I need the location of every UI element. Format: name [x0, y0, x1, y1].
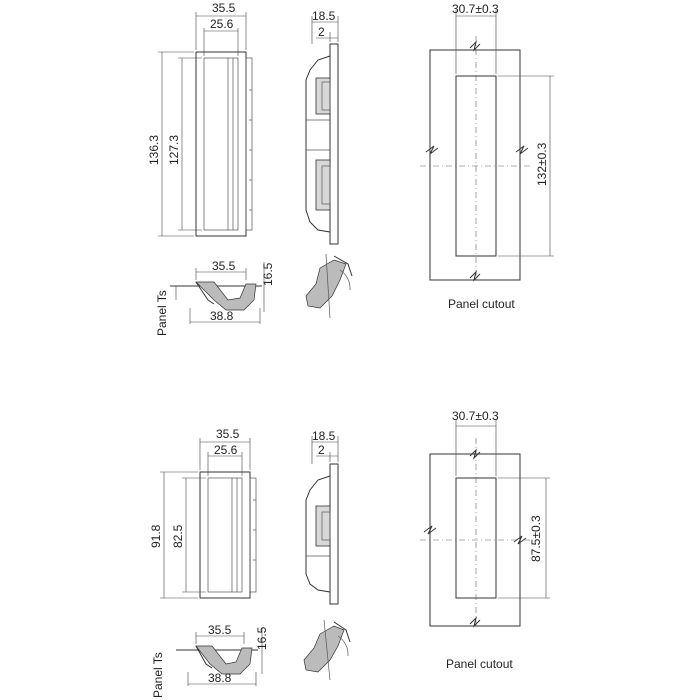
bottom-section-width-top: 35.5: [208, 623, 232, 637]
top-front-height-inner: 127.3: [167, 134, 181, 165]
bottom-front-height-outer: 91.8: [149, 524, 163, 548]
bottom-front-width-outer: 35.5: [216, 427, 240, 441]
top-front-width-outer: 35.5: [212, 1, 236, 15]
top-assembly: [147, 1, 554, 336]
top-side-view: [306, 16, 338, 244]
bottom-side-flange: 2: [318, 443, 325, 457]
bottom-front-width-inner: 25.6: [214, 443, 238, 457]
bottom-cutout-width: 30.7±0.3: [452, 409, 499, 423]
top-section-width-top: 35.5: [212, 259, 236, 273]
top-front-height-outer: 136.3: [147, 134, 161, 165]
top-latch-detail: [306, 254, 352, 318]
top-section-height: 16.5: [261, 262, 275, 286]
bottom-section-height: 16.5: [255, 626, 269, 650]
bottom-latch-detail: [304, 620, 350, 680]
top-panel-label: Panel Ts: [155, 290, 169, 336]
top-section-width-bottom: 38.8: [210, 309, 234, 323]
top-front-view: [158, 12, 252, 236]
bottom-panel-label: Panel Ts: [151, 652, 165, 698]
top-front-width-inner: 25.6: [210, 17, 234, 31]
top-side-flange: 2: [318, 25, 325, 39]
top-cutout-caption: Panel cutout: [448, 297, 515, 311]
bottom-assembly: [149, 409, 550, 698]
top-panel-cutout: [420, 10, 554, 282]
top-side-depth: 18.5: [312, 9, 336, 23]
top-cutout-width: 30.7±0.3: [452, 2, 499, 16]
bottom-section-width-bottom: 38.8: [208, 671, 232, 685]
top-cutout-height: 132±0.3: [535, 142, 549, 186]
bottom-side-depth: 18.5: [312, 429, 336, 443]
bottom-cutout-height: 87.5±0.3: [529, 515, 543, 562]
bottom-side-view: [306, 436, 338, 604]
bottom-front-height-inner: 82.5: [171, 524, 185, 548]
bottom-cutout-caption: Panel cutout: [446, 657, 513, 671]
bottom-front-view: [160, 438, 256, 598]
